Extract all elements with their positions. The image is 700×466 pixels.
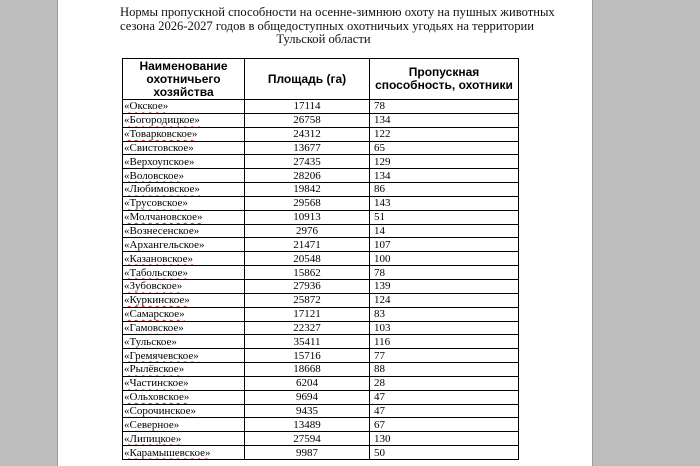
cell-capacity[interactable] bbox=[370, 376, 519, 390]
cell-capacity[interactable] bbox=[370, 363, 519, 377]
title-line-1: Нормы пропускной способности на осенне-зимнюю охоту на пушных животных bbox=[120, 5, 555, 19]
cell-name[interactable] bbox=[123, 432, 245, 446]
cell-area-text: 19842 bbox=[293, 183, 321, 196]
cell-name-text: «Табольское» bbox=[124, 266, 188, 279]
cell-capacity[interactable] bbox=[370, 252, 519, 266]
cell-area-text: 28206 bbox=[293, 169, 321, 182]
capacity-table[interactable] bbox=[122, 58, 519, 460]
cell-area[interactable] bbox=[245, 432, 370, 446]
table-row[interactable] bbox=[123, 307, 519, 321]
cell-capacity[interactable] bbox=[370, 307, 519, 321]
cell-capacity-text: 143 bbox=[374, 197, 391, 210]
cell-name[interactable] bbox=[123, 210, 245, 224]
cell-name-text: «Гремячевское» bbox=[124, 349, 199, 362]
cell-capacity-text: 116 bbox=[374, 335, 391, 348]
cell-name[interactable] bbox=[123, 335, 245, 349]
table-row[interactable] bbox=[123, 127, 519, 141]
cell-area-text: 17121 bbox=[293, 308, 321, 321]
cell-name-text: «Самарское» bbox=[124, 308, 185, 321]
cell-area[interactable] bbox=[245, 349, 370, 363]
cell-area-text: 2976 bbox=[296, 225, 318, 238]
table-row[interactable] bbox=[123, 335, 519, 349]
cell-name[interactable] bbox=[123, 418, 245, 432]
cell-capacity-text: 77 bbox=[374, 349, 385, 362]
cell-name[interactable] bbox=[123, 113, 245, 127]
cell-name-text: «Рылёвское» bbox=[124, 363, 185, 376]
cell-area-text: 6204 bbox=[296, 377, 318, 390]
cell-name[interactable] bbox=[123, 321, 245, 335]
cell-capacity[interactable] bbox=[370, 335, 519, 349]
cell-area[interactable] bbox=[245, 224, 370, 238]
cell-area[interactable] bbox=[245, 210, 370, 224]
cell-area[interactable] bbox=[245, 113, 370, 127]
table-row[interactable] bbox=[123, 404, 519, 418]
cell-name[interactable] bbox=[123, 169, 245, 183]
cell-area[interactable] bbox=[245, 390, 370, 404]
cell-name-text: «Ольховское» bbox=[124, 391, 190, 404]
cell-capacity-text: 14 bbox=[374, 225, 385, 238]
cell-name[interactable] bbox=[123, 127, 245, 141]
cell-capacity-text: 130 bbox=[374, 432, 391, 445]
cell-area-text: 26758 bbox=[293, 114, 321, 127]
cell-area-text: 27435 bbox=[293, 155, 321, 168]
cell-capacity-text: 124 bbox=[374, 294, 391, 307]
cell-capacity-text: 67 bbox=[374, 418, 385, 431]
cell-name[interactable] bbox=[123, 252, 245, 266]
cell-area-text: 18668 bbox=[293, 363, 321, 376]
cell-name[interactable] bbox=[123, 266, 245, 280]
table-row[interactable] bbox=[123, 376, 519, 390]
cell-name[interactable] bbox=[123, 363, 245, 377]
cell-capacity-text: 134 bbox=[374, 114, 391, 127]
cell-capacity-text: 78 bbox=[374, 266, 385, 279]
cell-name-text: «Верхоупское» bbox=[124, 155, 195, 168]
cell-area[interactable] bbox=[245, 363, 370, 377]
cell-area[interactable] bbox=[245, 335, 370, 349]
table-row[interactable] bbox=[123, 252, 519, 266]
table-row[interactable] bbox=[123, 169, 519, 183]
table-row[interactable] bbox=[123, 183, 519, 197]
cell-area[interactable] bbox=[245, 418, 370, 432]
table-row[interactable] bbox=[123, 196, 519, 210]
cell-capacity-text: 139 bbox=[374, 280, 391, 293]
cell-capacity[interactable] bbox=[370, 293, 519, 307]
table-row[interactable] bbox=[123, 155, 519, 169]
cell-capacity-text: 50 bbox=[374, 446, 385, 459]
cell-area[interactable] bbox=[245, 279, 370, 293]
cell-name-text: «Молчановское» bbox=[124, 211, 203, 224]
cell-capacity[interactable] bbox=[370, 266, 519, 280]
table-row[interactable] bbox=[123, 321, 519, 335]
cell-area[interactable] bbox=[245, 266, 370, 280]
cell-capacity[interactable] bbox=[370, 100, 519, 114]
cell-area[interactable] bbox=[245, 169, 370, 183]
cell-capacity-text: 78 bbox=[374, 100, 385, 113]
title-line-2: сезона 2026-2027 годов в общедоступных охотничьих угодьях на территории bbox=[120, 18, 534, 33]
cell-capacity-text: 47 bbox=[374, 404, 385, 417]
cell-area[interactable] bbox=[245, 404, 370, 418]
cell-capacity-text: 83 bbox=[374, 308, 385, 321]
cell-name-text: «Карамышевское» bbox=[124, 446, 211, 459]
cell-capacity-text: 65 bbox=[374, 141, 385, 154]
cell-capacity-text: 107 bbox=[374, 238, 391, 251]
cell-area[interactable] bbox=[245, 183, 370, 197]
cell-name[interactable] bbox=[123, 404, 245, 418]
cell-name-text: «Гамовское» bbox=[124, 321, 184, 334]
cell-area-text: 15862 bbox=[293, 266, 321, 279]
cell-capacity-text: 122 bbox=[374, 128, 391, 141]
cell-name-text: «Северное» bbox=[124, 418, 180, 431]
table-row[interactable] bbox=[123, 100, 519, 114]
cell-capacity[interactable] bbox=[370, 127, 519, 141]
cell-capacity[interactable] bbox=[370, 224, 519, 238]
cell-area-text: 21471 bbox=[293, 238, 321, 251]
cell-area-text: 20548 bbox=[293, 252, 321, 265]
cell-name[interactable] bbox=[123, 183, 245, 197]
header-capacity[interactable]: Пропускная способность, охотники bbox=[370, 59, 519, 100]
cell-name[interactable] bbox=[123, 376, 245, 390]
cell-name[interactable] bbox=[123, 446, 245, 460]
cell-capacity-text: 103 bbox=[374, 321, 391, 334]
cell-capacity-text: 86 bbox=[374, 183, 385, 196]
editor-background-left bbox=[0, 0, 57, 466]
cell-name-text: «Куркинское» bbox=[124, 294, 190, 307]
cell-area[interactable] bbox=[245, 307, 370, 321]
cell-name-text: «Богородицкое» bbox=[124, 114, 200, 127]
cell-area-text: 35411 bbox=[293, 335, 321, 348]
cell-capacity[interactable] bbox=[370, 279, 519, 293]
table-row[interactable] bbox=[123, 224, 519, 238]
cell-capacity[interactable] bbox=[370, 238, 519, 252]
cell-area-text: 27594 bbox=[293, 432, 321, 445]
cell-area-text: 22327 bbox=[293, 321, 321, 334]
cell-name-text: «Любимовское» bbox=[124, 183, 200, 196]
cell-name[interactable] bbox=[123, 349, 245, 363]
cell-area[interactable] bbox=[245, 238, 370, 252]
cell-name-text: «Частинское» bbox=[124, 377, 189, 390]
cell-capacity[interactable] bbox=[370, 196, 519, 210]
table-row[interactable] bbox=[123, 446, 519, 460]
cell-area-text: 10913 bbox=[293, 211, 321, 224]
table-row[interactable] bbox=[123, 432, 519, 446]
cell-name[interactable] bbox=[123, 293, 245, 307]
cell-name[interactable] bbox=[123, 279, 245, 293]
cell-capacity[interactable] bbox=[370, 418, 519, 432]
cell-name-text: «Товарковское» bbox=[124, 128, 198, 141]
cell-name-text: «Окское» bbox=[124, 100, 169, 113]
table-row[interactable] bbox=[123, 363, 519, 377]
cell-name-text: «Зубовское» bbox=[124, 280, 183, 293]
cell-area[interactable] bbox=[245, 446, 370, 460]
cell-capacity-text: 51 bbox=[374, 211, 385, 224]
cell-capacity-text: 28 bbox=[374, 377, 385, 390]
table-header-row bbox=[123, 59, 519, 100]
cell-name-text: «Архангельское» bbox=[124, 238, 205, 251]
cell-area-text: 25872 bbox=[293, 294, 321, 307]
document-title bbox=[120, 5, 555, 47]
cell-capacity-text: 100 bbox=[374, 252, 391, 265]
cell-name[interactable] bbox=[123, 196, 245, 210]
header-name[interactable]: Наименование охотничьего хозяйства bbox=[123, 59, 245, 100]
cell-area-text: 13677 bbox=[293, 141, 321, 154]
cell-capacity[interactable] bbox=[370, 446, 519, 460]
cell-capacity-text: 47 bbox=[374, 391, 385, 404]
cell-capacity[interactable] bbox=[370, 210, 519, 224]
cell-area[interactable] bbox=[245, 141, 370, 155]
cell-capacity[interactable] bbox=[370, 321, 519, 335]
cell-area[interactable] bbox=[245, 376, 370, 390]
table-row[interactable] bbox=[123, 349, 519, 363]
cell-name[interactable] bbox=[123, 141, 245, 155]
cell-capacity-text: 134 bbox=[374, 169, 391, 182]
cell-area[interactable] bbox=[245, 127, 370, 141]
cell-capacity-text: 88 bbox=[374, 363, 385, 376]
cell-name-text: «Воловское» bbox=[124, 169, 184, 182]
cell-name-text: «Трусовское» bbox=[124, 197, 188, 210]
title-line-3: Тульской области bbox=[276, 32, 371, 47]
cell-area[interactable] bbox=[245, 196, 370, 210]
cell-name-text: «Казановское» bbox=[124, 252, 194, 265]
cell-name-text: «Свистовское» bbox=[124, 141, 194, 154]
cell-name-text: «Тульское» bbox=[124, 335, 177, 348]
table-row[interactable] bbox=[123, 279, 519, 293]
cell-area-text: 29568 bbox=[293, 197, 321, 210]
cell-area[interactable] bbox=[245, 155, 370, 169]
table-row[interactable] bbox=[123, 238, 519, 252]
cell-area[interactable] bbox=[245, 252, 370, 266]
table-row[interactable] bbox=[123, 293, 519, 307]
cell-capacity[interactable] bbox=[370, 404, 519, 418]
cell-capacity-text: 129 bbox=[374, 155, 391, 168]
cell-capacity[interactable] bbox=[370, 141, 519, 155]
cell-capacity[interactable] bbox=[370, 113, 519, 127]
cell-name-text: «Сорочинское» bbox=[124, 404, 197, 417]
cell-area-text: 27936 bbox=[293, 280, 321, 293]
table-row[interactable] bbox=[123, 141, 519, 155]
document-page[interactable] bbox=[57, 0, 593, 466]
cell-area-text: 9694 bbox=[296, 391, 318, 404]
cell-capacity[interactable] bbox=[370, 432, 519, 446]
cell-area[interactable] bbox=[245, 100, 370, 114]
cell-area-text: 13489 bbox=[293, 418, 321, 431]
table-row[interactable] bbox=[123, 266, 519, 280]
cell-capacity[interactable] bbox=[370, 155, 519, 169]
cell-area-text: 9987 bbox=[296, 446, 318, 459]
cell-name[interactable] bbox=[123, 100, 245, 114]
cell-area[interactable] bbox=[245, 293, 370, 307]
cell-capacity[interactable] bbox=[370, 169, 519, 183]
cell-area-text: 15716 bbox=[293, 349, 321, 362]
cell-name[interactable] bbox=[123, 390, 245, 404]
table-row[interactable] bbox=[123, 113, 519, 127]
cell-area[interactable] bbox=[245, 321, 370, 335]
cell-name-text: «Вознесенское» bbox=[124, 225, 200, 238]
table-row[interactable] bbox=[123, 210, 519, 224]
cell-name[interactable] bbox=[123, 307, 245, 321]
cell-capacity[interactable] bbox=[370, 183, 519, 197]
cell-name[interactable] bbox=[123, 238, 245, 252]
cell-area-text: 17114 bbox=[293, 100, 321, 113]
cell-name-text: «Липицкое» bbox=[124, 432, 182, 445]
table-row[interactable] bbox=[123, 390, 519, 404]
cell-area-text: 9435 bbox=[296, 404, 318, 417]
cell-capacity[interactable] bbox=[370, 349, 519, 363]
cell-capacity[interactable] bbox=[370, 390, 519, 404]
cell-area-text: 24312 bbox=[293, 128, 321, 141]
table-row[interactable] bbox=[123, 418, 519, 432]
cell-name[interactable] bbox=[123, 224, 245, 238]
cell-name[interactable] bbox=[123, 155, 245, 169]
header-area[interactable]: Площадь (га) bbox=[245, 59, 370, 100]
